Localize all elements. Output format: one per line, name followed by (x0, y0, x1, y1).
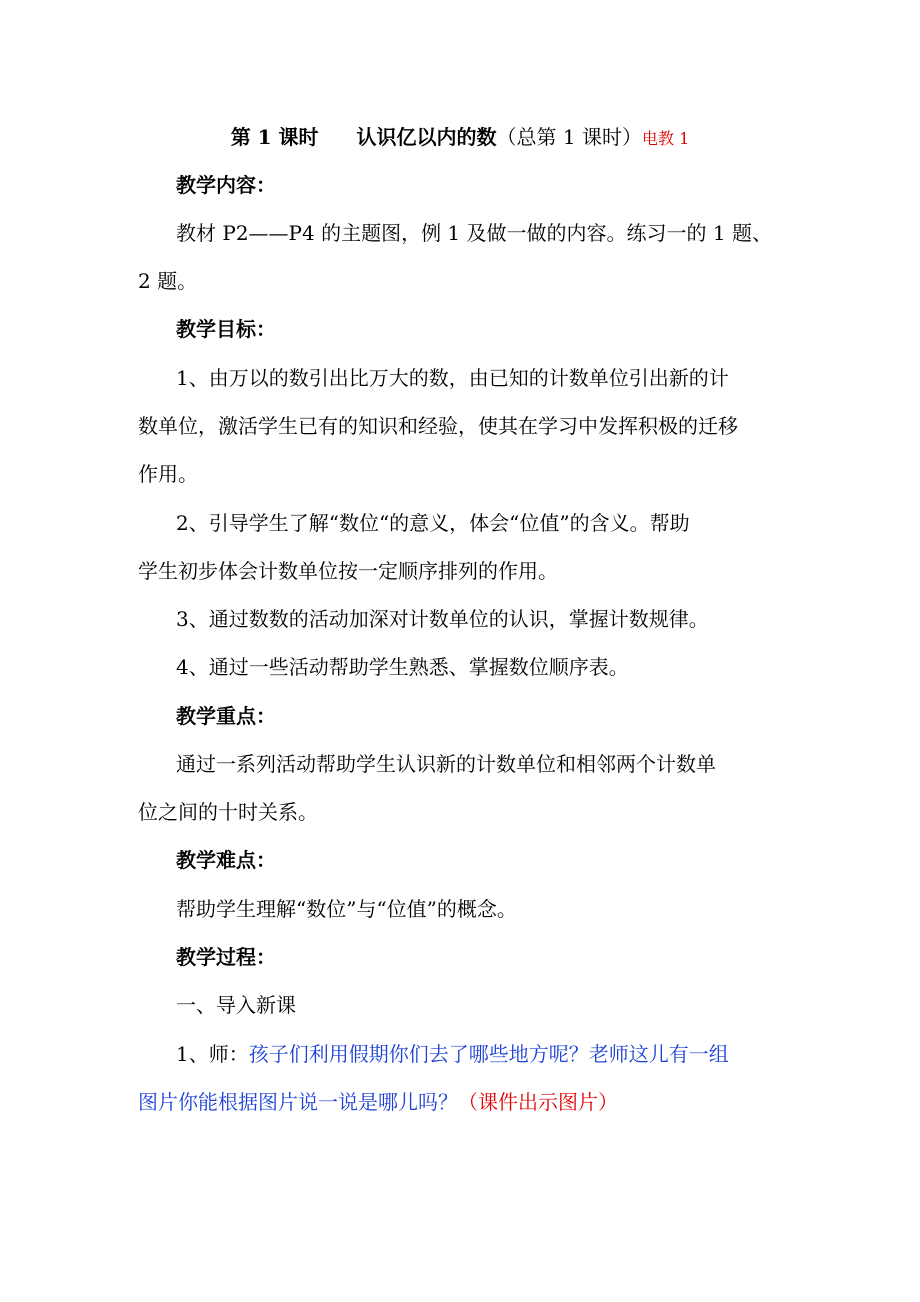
lesson-total: （总第 1 课时） (496, 125, 642, 149)
goal-1-line-2: 数单位，激活学生已有的知识和经验，使其在学习中发挥积极的迁移 (138, 414, 738, 438)
lesson-number: 第 1 课时 (230, 125, 319, 149)
question-1-line-2 (138, 1089, 618, 1115)
lesson-name: 认识亿以内的数 (356, 125, 497, 149)
question-1-text-1: 孩子们利用假期你们去了哪些地方呢？老师这儿有一组 (248, 1042, 729, 1066)
content-text-1: 教材 P2——P4 的主题图，例 1 及做一做的内容。练习一的 1 题、 (176, 221, 772, 245)
question-1-line-1 (176, 1041, 729, 1067)
process-heading: 教学过程： (176, 945, 276, 969)
goal-2-line-2: 学生初步体会计数单位按一定顺序排列的作用。 (138, 559, 558, 583)
step-1: 一、导入新课 (176, 993, 296, 1017)
question-1-note: （课件出示图片） (458, 1090, 618, 1114)
key-line-1: 通过一系列活动帮助学生认识新的计数单位和相邻两个计数单 (176, 752, 716, 776)
question-1-text-2: 图片你能根据图片说一说是哪儿吗？ (138, 1090, 458, 1114)
difficult-heading: 教学难点： (176, 848, 276, 872)
goal-1-line-1: 1、由万以的数引出比万大的数，由已知的计数单位引出新的计 (176, 366, 729, 390)
key-line-2: 位之间的十时关系。 (138, 800, 318, 824)
goals-heading: 教学目标： (176, 317, 276, 341)
content-heading: 教学内容： (176, 173, 276, 197)
goal-4: 4、通过一些活动帮助学生熟悉、掌握数位顺序表。 (176, 655, 629, 679)
difficult-line-1: 帮助学生理解“数位”与“位值”的概念。 (176, 897, 517, 921)
key-heading: 教学重点： (176, 704, 276, 728)
lesson-title (0, 124, 920, 152)
question-1-prefix: 1、师： (176, 1042, 249, 1066)
goal-2-line-1: 2、引导学生了解“数位“的意义，体会“位值”的含义。帮助 (176, 511, 690, 535)
goal-3: 3、通过数数的活动加深对计数单位的认识，掌握计数规律。 (176, 607, 709, 631)
lesson-tag: 电教 1 (642, 129, 690, 148)
content-text-2: 2 题。 (138, 269, 198, 293)
goal-1-line-3: 作用。 (138, 462, 198, 486)
